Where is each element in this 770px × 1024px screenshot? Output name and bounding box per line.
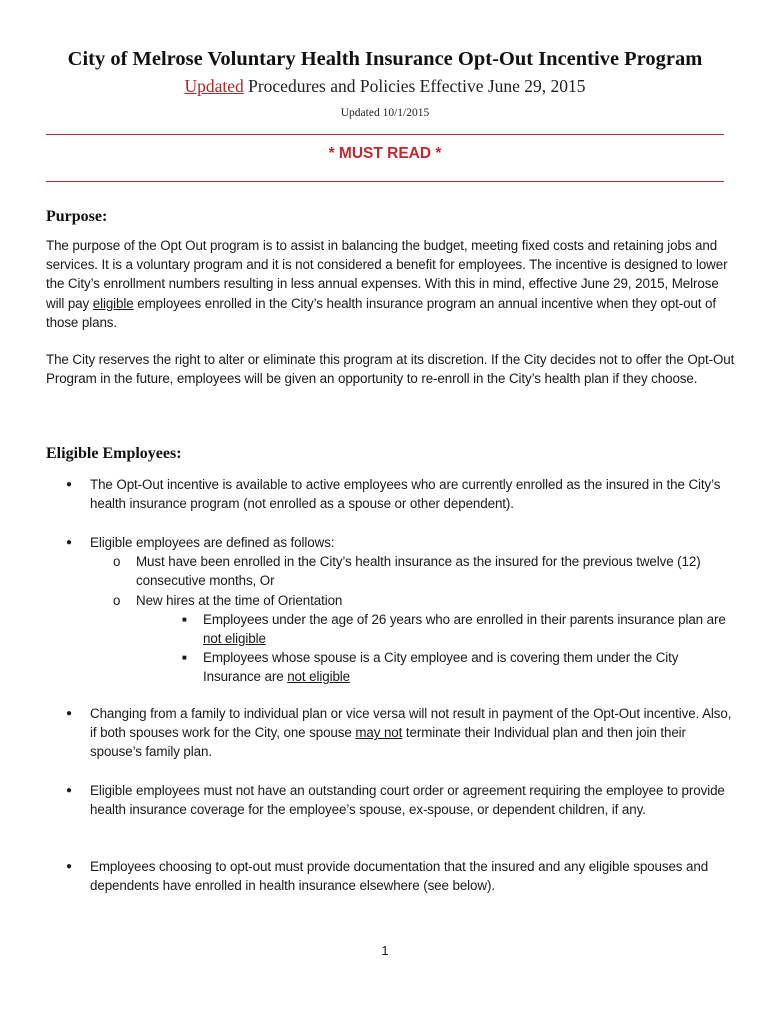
purpose-paragraph-2 — [46, 350, 736, 388]
bullet-2-text: Eligible employees are defined as follows: — [90, 535, 335, 550]
purpose-p2-text: The City reserves the right to alter or eliminate this program at its discretion. If the City decides not to offer the Opt-Out Program in the future, employees will be given an opportunity to re-enroll in the City’s health plan if they choose. — [46, 352, 735, 387]
must-read-banner: * MUST READ * — [328, 145, 442, 162]
eligible-bullet-5 — [46, 857, 736, 895]
page-number: 1 — [381, 943, 389, 958]
document-subtitle — [0, 76, 770, 97]
purpose-eligible-underlined: eligible — [92, 295, 134, 311]
updated-date: Updated 10/1/2015 — [340, 107, 430, 119]
purpose-heading: Purpose: — [46, 208, 108, 225]
document-title: City of Melrose Voluntary Health Insurance Opt-Out Incentive Program — [67, 48, 703, 70]
bullet-4-text: Eligible employees must not have an outstanding court order or agreement requiring the employee to provide health insurance coverage for the employee’s spouse, ex-spouse, or dependent children, if any. — [90, 783, 725, 818]
subtitle-text: Procedures and Policies Effective June 29, 2015 — [243, 76, 586, 96]
may-not-underlined: may not — [355, 725, 403, 741]
top-divider — [46, 134, 724, 135]
purpose-p1-text: The purpose of the Opt Out program is to assist in balancing the budget, meeting fixed costs and retaining jobs and services. It is a voluntary program and it is not considered a benefit for employees. The incentive is designed to lower the City’s enrollment numbers resulting in less annual expenses. With this in mind, effective June 29, 2015, Melrose will pay — [46, 238, 728, 311]
sub-bullet-2-text: New hires at the time of Orientation — [136, 592, 343, 608]
bullet-3-text-end: terminate their Individual plan and then join their spouse’s family plan. — [90, 725, 686, 760]
bullet-icon: ● — [66, 708, 72, 719]
bullet-icon: ● — [66, 537, 72, 548]
not-eligible-underlined: not eligible — [287, 669, 351, 685]
eligible-bullet-3 — [46, 704, 736, 762]
square-bullet-2-text: Employees whose spouse is a City employee and is covering them under the City Insurance are — [203, 650, 679, 685]
sub-bullet-1-text: Must have been enrolled in the City’s health insurance as the insured for the previous twelve (12) consecutive months, Or — [136, 554, 701, 589]
bullet-icon: ● — [66, 785, 72, 796]
eligible-bullet-1 — [46, 475, 736, 513]
square-bullet-1-text: Employees under the age of 26 years who are enrolled in their parents insurance plan are — [203, 611, 726, 627]
square-bullet-icon: ■ — [182, 614, 187, 624]
bullet-icon: ● — [66, 479, 72, 490]
eligible-bullet-2 — [46, 533, 736, 687]
purpose-p1-text-end: employees enrolled in the City’s health insurance program an annual incentive when they opt-out of those plans. — [46, 295, 716, 330]
bullet-5-text: Employees choosing to opt-out must provide documentation that the insured and any eligible spouses and dependents have enrolled in health insurance elsewhere (see below). — [90, 859, 709, 894]
purpose-paragraph-1 — [46, 236, 736, 332]
sub-bullet-icon: o — [113, 592, 121, 608]
bullet-1-text: The Opt-Out incentive is available to active employees who are currently enrolled as the insured in the City’s health insurance program (not enrolled as a spouse or other dependent). — [90, 477, 721, 512]
eligible-employees-heading: Eligible Employees: — [46, 445, 182, 462]
sub-bullet-icon: o — [113, 554, 121, 570]
bullet-3-text: Changing from a family to individual plan or vice versa will not result in payment of the Opt-Out incentive. Also, if both spouses work for the City, one spouse — [90, 706, 732, 741]
square-bullet-icon: ■ — [182, 653, 187, 663]
not-eligible-underlined: not eligible — [203, 631, 266, 647]
subtitle-updated-word: Updated — [184, 76, 244, 96]
bottom-divider — [46, 181, 724, 182]
eligible-bullet-4 — [46, 781, 736, 819]
bullet-icon: ● — [66, 861, 72, 872]
